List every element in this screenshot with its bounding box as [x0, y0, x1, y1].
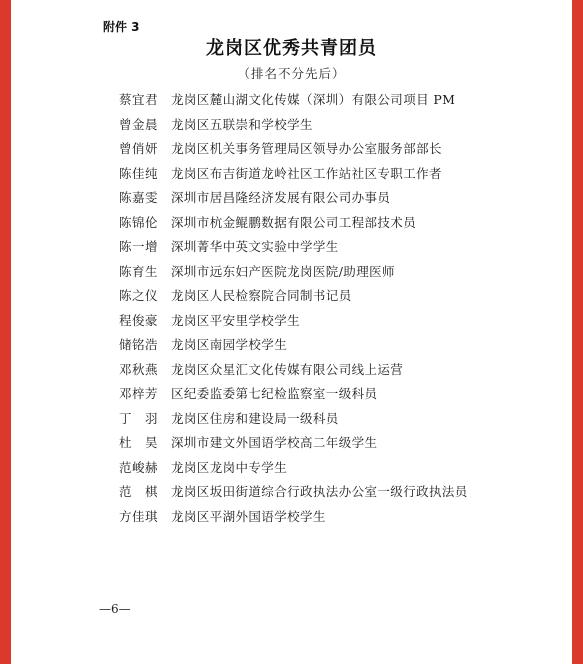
list-item [119, 88, 519, 113]
member-affiliation: 龙岗区平安里学校学生 [171, 312, 301, 328]
member-affiliation: 龙岗区住房和建设局一级科员 [171, 410, 339, 426]
member-name: 邓梓芳 [119, 386, 159, 401]
list-item [119, 186, 519, 211]
member-name: 蔡宜君 [119, 92, 159, 107]
member-affiliation: 龙岗区坂田街道综合行政执法办公室一级行政执法员 [171, 484, 468, 499]
list-item [119, 480, 519, 505]
member-affiliation: 龙岗区人民检察院合同制书记员 [171, 288, 352, 303]
attachment-label: 附件 3 [103, 20, 140, 34]
list-item [119, 456, 519, 481]
list-item [119, 284, 519, 309]
member-affiliation: 深圳菁华中英文实验中学学生 [171, 239, 339, 254]
list-item [119, 505, 519, 530]
member-affiliation: 龙岗区麓山湖文化传媒（深圳）有限公司项目 PM [171, 92, 456, 107]
member-name: 曾俏妍 [119, 141, 159, 156]
list-item [119, 309, 519, 334]
list-item [119, 235, 519, 260]
member-name: 方佳琪 [119, 508, 159, 524]
member-name: 程俊豪 [119, 312, 159, 328]
document-page [11, 0, 572, 664]
list-item [119, 137, 519, 162]
member-affiliation: 龙岗区众星汇文化传媒有限公司线上运营 [171, 361, 404, 377]
member-name: 杜 昊 [119, 435, 159, 450]
member-name: 范 棋 [119, 484, 159, 499]
member-name: 陈育生 [119, 263, 159, 279]
list-item [119, 162, 519, 187]
list-item [119, 431, 519, 456]
member-affiliation: 深圳市建文外国语学校高二年级学生 [171, 435, 378, 450]
list-item [119, 211, 519, 236]
page-number: —6— [99, 602, 131, 616]
list-item [119, 358, 519, 383]
member-affiliation: 区纪委监委第七纪检监察室一级科员 [171, 386, 378, 401]
member-affiliation: 龙岗区南园学校学生 [171, 337, 288, 352]
member-affiliation: 龙岗区平湖外国语学校学生 [171, 508, 326, 524]
member-affiliation: 深圳市远东妇产医院龙岗医院/助理医师 [171, 263, 395, 279]
list-item [119, 333, 519, 358]
member-name: 储铭浩 [119, 337, 159, 352]
member-affiliation: 龙岗区布吉街道龙岭社区工作站社区专职工作者 [171, 165, 442, 181]
list-item [119, 113, 519, 138]
member-name: 陈佳纯 [119, 165, 159, 181]
member-affiliation: 深圳市杭金鲲鹏数据有限公司工程部技术员 [171, 214, 417, 230]
member-name: 陈嘉雯 [119, 190, 159, 205]
document-subtitle: （排名不分先后） [237, 66, 346, 81]
member-affiliation: 龙岗区机关事务管理局区领导办公室服务部部长 [171, 141, 442, 156]
member-list [119, 88, 519, 529]
member-name: 陈锦伦 [119, 214, 159, 230]
member-name: 范峻赫 [119, 459, 159, 475]
member-name: 曾金晨 [119, 116, 159, 132]
member-affiliation: 龙岗区五联崇和学校学生 [171, 116, 313, 132]
member-name: 陈之仪 [119, 288, 159, 303]
list-item [119, 260, 519, 285]
member-name: 邓秋燕 [119, 361, 159, 377]
list-item [119, 407, 519, 432]
document-title: 龙岗区优秀共青团员 [206, 38, 377, 59]
list-item [119, 382, 519, 407]
member-name: 陈一增 [119, 239, 159, 254]
member-name: 丁 羽 [119, 410, 159, 426]
member-affiliation: 深圳市居昌隆经济发展有限公司办事员 [171, 190, 391, 205]
member-affiliation: 龙岗区龙岗中专学生 [171, 459, 288, 475]
